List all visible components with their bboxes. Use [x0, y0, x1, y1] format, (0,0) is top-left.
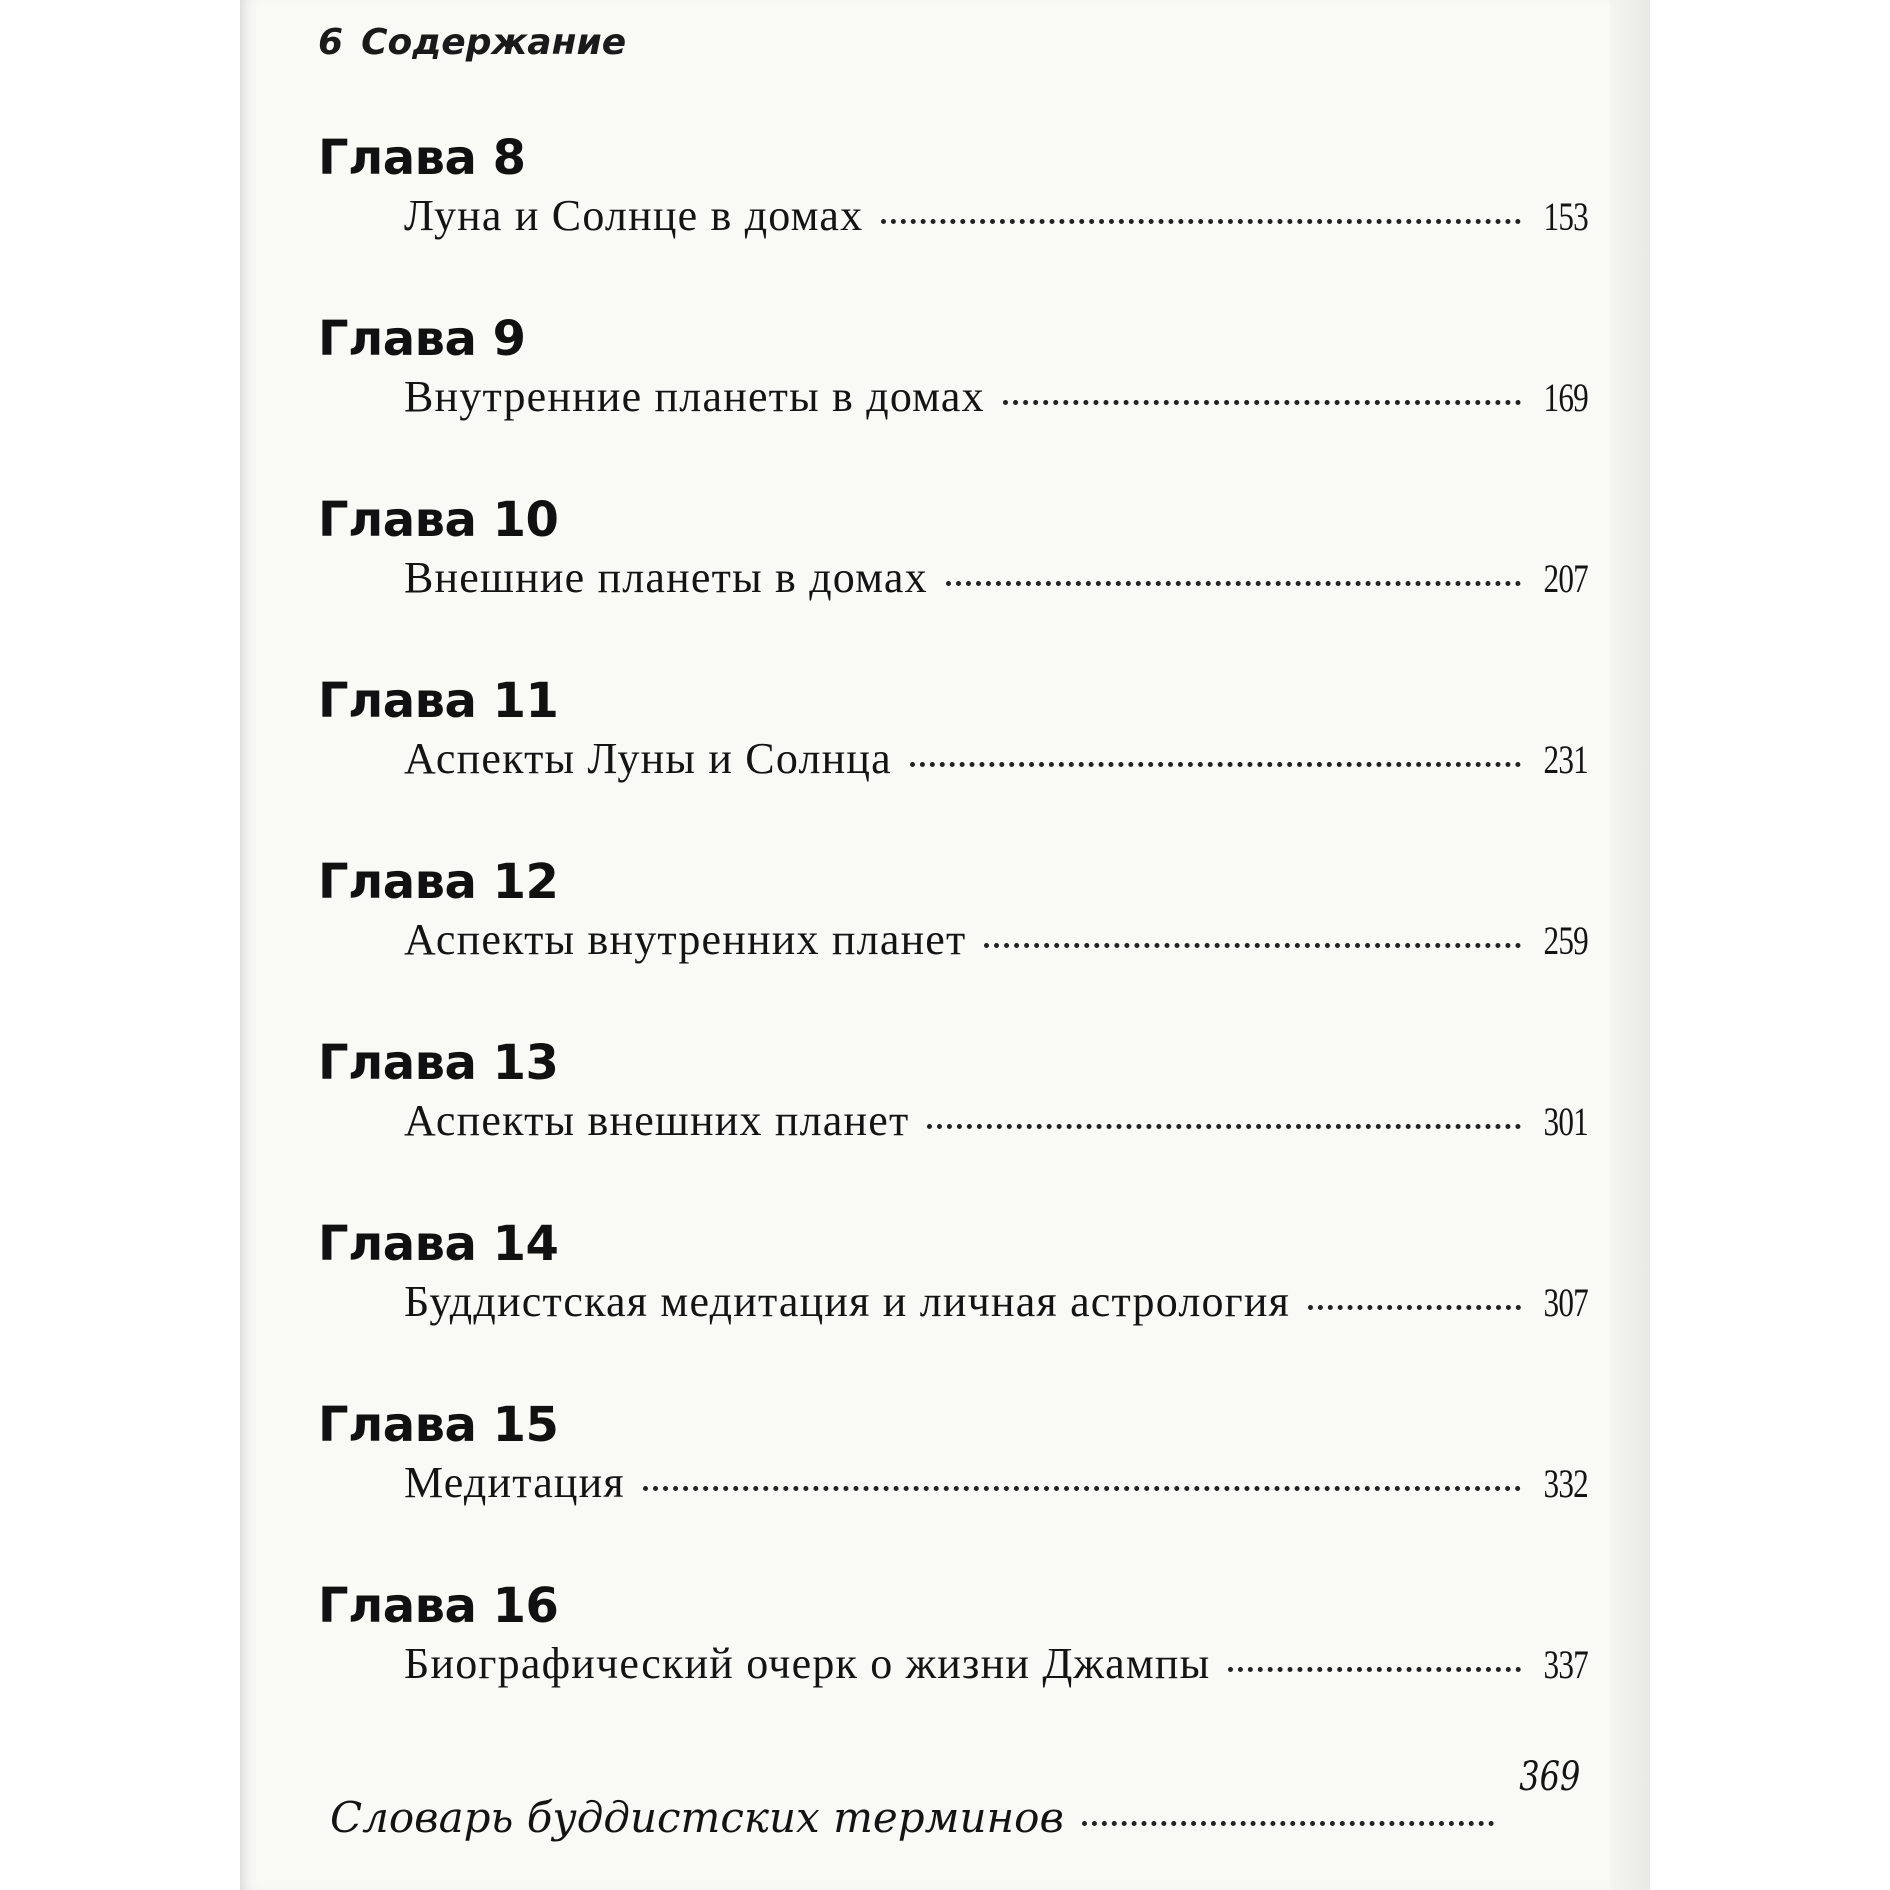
chapter-title: Внутренние планеты в домах: [404, 372, 985, 421]
dot-leader: [984, 943, 1521, 948]
dot-leader: [910, 762, 1521, 767]
dot-leader: [643, 1486, 1521, 1491]
chapter-label: Глава 10: [318, 492, 559, 548]
toc-entry: [318, 854, 1588, 1035]
chapter-page: 332: [1543, 1461, 1588, 1506]
dot-leader: [1003, 400, 1521, 405]
toc-line: [404, 912, 1588, 969]
toc-entry: [318, 1397, 1588, 1578]
chapter-page: 259: [1543, 918, 1588, 963]
toc-entry: [318, 1035, 1588, 1216]
chapter-title: Буддистская медитация и личная астрология: [404, 1277, 1291, 1326]
toc-line: [404, 550, 1588, 607]
toc-line: [404, 369, 1588, 426]
toc-entry: [318, 1216, 1588, 1397]
chapter-title: Биографический очерк о жизни Джампы: [404, 1639, 1211, 1688]
toc-line: [404, 188, 1588, 245]
toc-entry: [318, 492, 1588, 673]
toc-line: [404, 1274, 1588, 1331]
chapter-label: Глава 11: [318, 673, 559, 729]
toc-entry: [318, 311, 1588, 492]
toc-line: [404, 1636, 1588, 1693]
dot-leader: [881, 219, 1521, 224]
chapter-label: Глава 9: [318, 311, 526, 367]
chapter-label: Глава 12: [318, 854, 559, 910]
glossary-entry: [330, 1754, 1580, 1847]
page-edge: [1610, 0, 1650, 1890]
chapter-label: Глава 14: [318, 1216, 559, 1272]
page-number: 6: [318, 22, 344, 63]
glossary-title: Словарь буддистских терминов: [330, 1793, 1064, 1842]
chapter-title: Аспекты Луны и Солнца: [404, 734, 892, 783]
chapter-page: 169: [1543, 375, 1588, 420]
chapter-page: 337: [1543, 1642, 1588, 1687]
chapter-label: Глава 13: [318, 1035, 559, 1091]
chapter-title: Аспекты внутренних планет: [404, 915, 967, 964]
toc-line: [404, 1455, 1588, 1512]
chapter-label: Глава 8: [318, 130, 526, 186]
dot-leader: [1228, 1667, 1521, 1672]
running-head: [318, 22, 626, 63]
chapter-title: Внешние планеты в домах: [404, 553, 928, 602]
chapter-title: Аспекты внешних планет: [404, 1096, 910, 1145]
toc-entry: [318, 1578, 1588, 1759]
toc-line: [404, 1093, 1588, 1150]
chapter-page: 301: [1543, 1099, 1588, 1144]
chapter-page: 153: [1543, 194, 1588, 239]
dot-leader: [946, 581, 1521, 586]
chapter-label: Глава 16: [318, 1578, 559, 1634]
dot-leader: [927, 1124, 1521, 1129]
glossary-page: 369: [1518, 1754, 1580, 1800]
table-of-contents: [318, 130, 1588, 1759]
chapter-page: 207: [1543, 556, 1588, 601]
chapter-label: Глава 15: [318, 1397, 559, 1453]
toc-line: [404, 731, 1588, 788]
page-title: Содержание: [361, 22, 627, 63]
toc-entry: [318, 130, 1588, 311]
chapter-page: 307: [1543, 1280, 1588, 1325]
dot-leader: [1308, 1305, 1521, 1310]
toc-entry: [318, 673, 1588, 854]
chapter-title: Медитация: [404, 1458, 625, 1507]
chapter-page: 231: [1543, 737, 1588, 782]
dot-leader: [1082, 1821, 1494, 1826]
chapter-title: Луна и Солнце в домах: [404, 191, 864, 240]
